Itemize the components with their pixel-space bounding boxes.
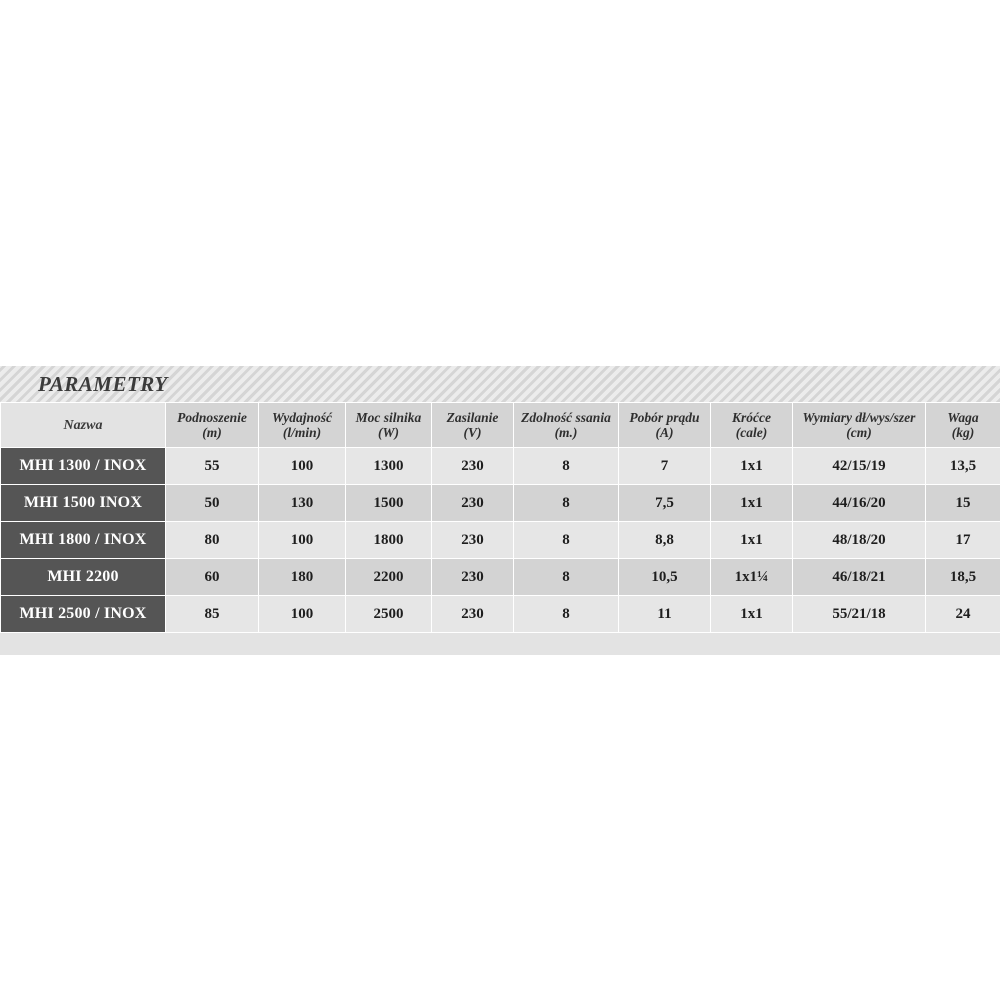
table-header [1,403,1000,448]
cell-wymiary: 44/16/20 [793,485,926,522]
column-header-line1: Wymiary dł/wys/szer [802,410,916,425]
cell-moc-silnika: 1500 [346,485,432,522]
column-header-line1: Podnoszenie [177,410,247,425]
column-header-pobor-pradu [619,403,711,448]
cell-wymiary: 46/18/21 [793,559,926,596]
column-header-zdolnosc-ssania [514,403,619,448]
cell-podnoszenie: 60 [166,559,259,596]
column-header-line2: (W) [378,425,399,440]
cell-kroccce: 1x1¼ [711,559,793,596]
table-header-row [1,403,1000,448]
column-header-wydajnosc [259,403,346,448]
cell-wydajnosc: 130 [259,485,346,522]
column-header-waga [926,403,1000,448]
cell-wymiary: 55/21/18 [793,596,926,633]
column-header-line1: Waga [947,410,979,425]
cell-waga: 13,5 [926,448,1000,485]
column-header-name: Nazwa [1,403,166,448]
column-header-line1: Pobór prądu [629,410,700,425]
cell-wymiary: 48/18/20 [793,522,926,559]
cell-moc-silnika: 1300 [346,448,432,485]
row-name: MHI 1300 / INOX [1,448,166,485]
cell-kroccce: 1x1 [711,596,793,633]
column-header-wymiary [793,403,926,448]
column-header-line2: (V) [463,425,482,440]
cell-zasilanie: 230 [432,596,514,633]
cell-podnoszenie: 85 [166,596,259,633]
column-header-podnoszenie [166,403,259,448]
cell-pobor-pradu: 7 [619,448,711,485]
cell-moc-silnika: 1800 [346,522,432,559]
column-header-kroccce [711,403,793,448]
cell-podnoszenie: 55 [166,448,259,485]
cell-moc-silnika: 2200 [346,559,432,596]
cell-zasilanie: 230 [432,448,514,485]
parameters-table [0,402,1000,633]
cell-podnoszenie: 50 [166,485,259,522]
table-row [1,596,1000,633]
cell-wymiary: 42/15/19 [793,448,926,485]
column-header-line1: Zdolność ssania [521,410,611,425]
cell-zasilanie: 230 [432,522,514,559]
cell-wydajnosc: 100 [259,522,346,559]
column-header-line2: (m) [202,425,222,440]
column-header-line1: Moc silnika [355,410,422,425]
cell-wydajnosc: 100 [259,448,346,485]
table-body [1,448,1000,633]
table-row [1,522,1000,559]
row-name: MHI 2500 / INOX [1,596,166,633]
row-name: MHI 2200 [1,559,166,596]
column-header-line2: (m.) [554,425,578,440]
cell-zdolnosc-ssania: 8 [514,485,619,522]
table-row [1,485,1000,522]
cell-zdolnosc-ssania: 8 [514,522,619,559]
cell-moc-silnika: 2500 [346,596,432,633]
column-header-moc-silnika [346,403,432,448]
cell-pobor-pradu: 8,8 [619,522,711,559]
cell-pobor-pradu: 7,5 [619,485,711,522]
cell-wydajnosc: 100 [259,596,346,633]
cell-pobor-pradu: 11 [619,596,711,633]
cell-zasilanie: 230 [432,485,514,522]
row-name: MHI 1500 INOX [1,485,166,522]
cell-kroccce: 1x1 [711,448,793,485]
cell-podnoszenie: 80 [166,522,259,559]
column-header-line2: (l/min) [282,425,322,440]
parameters-table-block [0,366,1000,655]
table-row [1,448,1000,485]
cell-zasilanie: 230 [432,559,514,596]
cell-wydajnosc: 180 [259,559,346,596]
column-header-line1: Króćce [732,410,771,425]
title-band [0,366,1000,402]
page-title: PARAMETRY [38,371,168,396]
column-header-zasilanie [432,403,514,448]
cell-zdolnosc-ssania: 8 [514,448,619,485]
row-name: MHI 1800 / INOX [1,522,166,559]
column-header-line2: (kg) [951,425,975,440]
column-header-line1: Wydajność [271,410,332,425]
cell-waga: 24 [926,596,1000,633]
table-row [1,559,1000,596]
cell-waga: 15 [926,485,1000,522]
cell-waga: 18,5 [926,559,1000,596]
block-footer [0,633,1000,655]
column-header-line2: (A) [655,425,674,440]
column-header-line1: Zasilanie [446,410,499,425]
cell-zdolnosc-ssania: 8 [514,596,619,633]
column-header-line2: (cale) [735,425,768,440]
cell-kroccce: 1x1 [711,485,793,522]
column-header-line2: (cm) [846,425,872,440]
cell-pobor-pradu: 10,5 [619,559,711,596]
cell-zdolnosc-ssania: 8 [514,559,619,596]
cell-kroccce: 1x1 [711,522,793,559]
cell-waga: 17 [926,522,1000,559]
